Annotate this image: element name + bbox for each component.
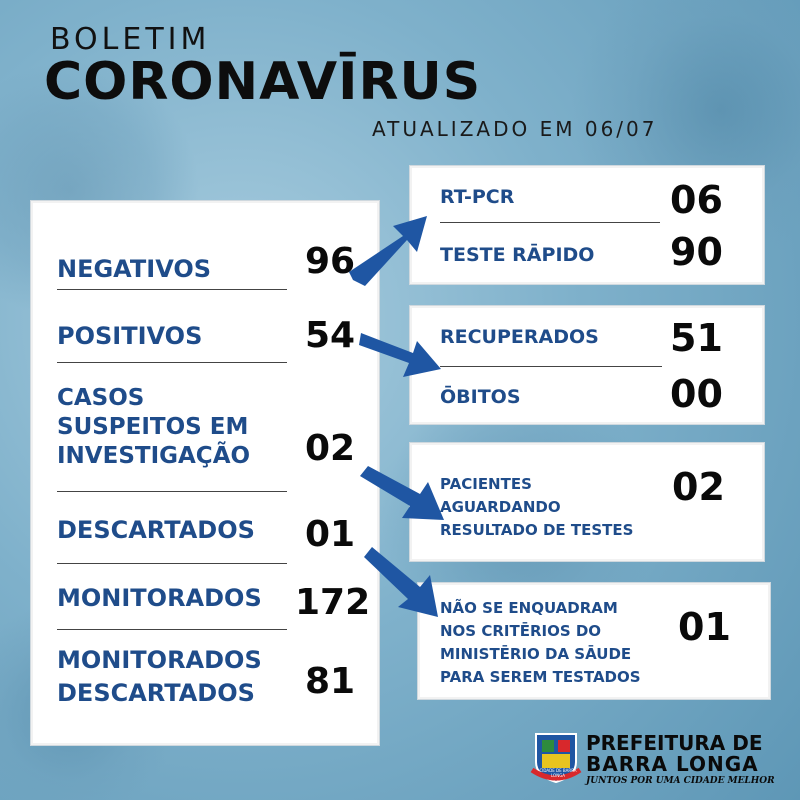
arrow-icon [358,460,448,530]
pending-panel [410,443,764,561]
outcomes-panel [410,306,764,424]
rt-pcr-value: 06 [670,178,723,222]
crest-text: CIDADE DE BARRA LONGA [539,768,577,778]
obitos-value: 00 [670,372,723,416]
pending-label-line: AGUARDANDO [440,498,561,516]
obitos-label: ŌBITOS [440,386,521,408]
casos-suspeitos-line: INVESTIGAÇÃO [57,443,251,469]
negativos-label: NEGATIVOS [57,255,212,283]
monitorados-descartados-line: MONITORADOS [57,646,262,674]
recuperados-value: 51 [670,316,723,360]
teste-rapido-label: TESTE RĀPIDO [440,244,595,266]
org-name-line1: PREFEITURA DE [586,731,763,755]
not-tested-label-line: MINISTĒRIO DA SĀUDE [440,645,632,663]
header-title: CORONAVĪRUS [44,52,482,112]
positivos-value: 54 [305,315,356,356]
row-divider [440,366,662,367]
pending-label-line: PACIENTES [440,475,532,493]
row-divider [57,289,287,290]
not-tested-panel [418,583,770,699]
org-slogan: JUNTOS POR UMA CIDADE MELHOR [586,776,775,786]
monitorados-value: 172 [295,582,371,623]
row-divider [57,563,287,564]
left-panel [31,201,379,745]
tests-panel [410,166,764,284]
positivos-label: POSITIVOS [57,322,203,350]
arrow-icon [362,545,442,620]
header-updated-date: ATUALIZADO EM 06/07 [372,117,658,141]
not-tested-label-line: PARA SEREM TESTADOS [440,668,641,686]
row-divider [57,362,287,363]
arrow-icon [355,325,445,385]
arrow-icon [345,210,435,290]
monitorados-label: MONITORADOS [57,584,262,612]
descartados-label: DESCARTADOS [57,516,255,544]
casos-suspeitos-line: SUSPEITOS EM [57,414,249,440]
header-boletim: BOLETIM [50,22,211,57]
pending-label-line: RESULTADO DE TESTES [440,521,634,539]
not-tested-label [440,597,641,689]
not-tested-label-line: NÃO SE ENQUADRAM [440,599,618,617]
not-tested-value: 01 [678,605,731,649]
pending-value: 02 [672,465,725,509]
casos-suspeitos-line: CASOS [57,385,145,411]
recuperados-label: RECUPERADOS [440,326,599,348]
casos-suspeitos-label [57,384,250,471]
teste-rapido-value: 90 [670,230,723,274]
org-name-line2: BARRA LONGA [586,752,759,776]
descartados-value: 01 [305,514,356,555]
negativos-value: 96 [305,241,356,282]
not-tested-label-line: NOS CRITĒRIOS DO [440,622,602,640]
casos-suspeitos-value: 02 [305,428,356,469]
monitorados-descartados-label [57,644,262,710]
monitorados-descartados-line: DESCARTADOS [57,679,255,707]
row-divider [57,491,287,492]
monitorados-descartados-value: 81 [305,661,356,702]
row-divider [440,222,660,223]
pending-label [440,473,633,542]
rt-pcr-label: RT-PCR [440,186,515,208]
org-name [586,733,762,775]
row-divider [57,629,287,630]
